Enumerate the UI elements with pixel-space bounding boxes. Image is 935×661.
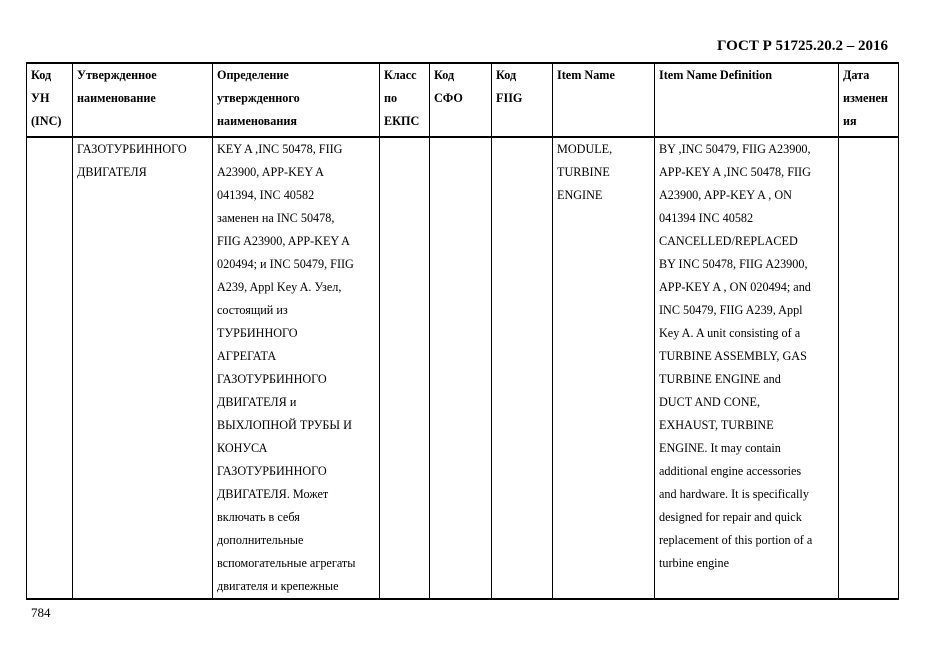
table-header-row [27,63,899,137]
text-line: Определение [217,68,289,82]
page-number: 784 [31,605,51,620]
text-line: ДВИГАТЕЛЯ. Может [217,487,329,501]
text-line: FIIG [496,91,523,105]
text-line: KEY A ,INC 50478, FIIG [217,142,343,156]
cell-fiig-code [492,137,553,599]
cell-item-name-definition [655,137,839,599]
text-line: Item Name Definition [659,68,773,82]
text-line: Item Name [557,68,615,82]
text-line: состоящий из [217,303,288,317]
text-line: Утвержденное [77,68,157,82]
text-line: Дата [843,68,870,82]
text-line: ВЫХЛОПНОЙ ТРУБЫ И [217,418,352,432]
text-line: TURBINE ASSEMBLY, GAS [659,349,807,363]
header-item-name [553,63,655,137]
text-line: designed for repair and quick [659,510,802,524]
text-line: ГАЗОТУРБИННОГО [77,142,187,156]
text-line: (INC) [31,114,62,128]
text-line: A239, Appl Key A. Узел, [217,280,342,294]
text-line: BY ,INC 50479, FIIG A23900, [659,142,811,156]
text-line: ДВИГАТЕЛЯ [77,165,147,179]
header-change-date [839,63,899,137]
text-line: наименования [217,114,297,128]
text-line: КОНУСА [217,441,268,455]
cell-approved-name [73,137,213,599]
text-line: CANCELLED/REPLACED [659,234,798,248]
text-line: Класс [384,68,417,82]
text-line: наименование [77,91,156,105]
text-line: A23900, APP-KEY A , ON [659,188,792,202]
header-inc-code [27,63,73,137]
text-line: Код [434,68,455,82]
text-line: replacement of this portion of a [659,533,813,547]
text-line: ГАЗОТУРБИННОГО [217,372,327,386]
text-line: УН [31,91,50,105]
text-line: включать в себя [217,510,300,524]
text-line: EXHAUST, TURBINE [659,418,774,432]
text-line: вспомогательные агрегаты [217,556,356,570]
text-line: Код [496,68,517,82]
text-line: MODULE, [557,142,613,156]
cell-ekps-class [380,137,430,599]
text-line: TURBINE [557,165,610,179]
table-row [27,137,899,599]
text-line: additional engine accessories [659,464,802,478]
text-line: ТУРБИННОГО [217,326,298,340]
header-fiig-code [492,63,553,137]
cell-item-name [553,137,655,599]
text-line: FIIG A23900, APP-KEY A [217,234,350,248]
text-line: 020494; и INC 50479, FIIG [217,257,354,271]
text-line: ENGINE. It may contain [659,441,781,455]
header-ekps-class [380,63,430,137]
text-line: СФО [434,91,463,105]
text-line: утвержденного [217,91,300,105]
cell-sfo-code [430,137,492,599]
text-line: APP-KEY A , ON 020494; and [659,280,811,294]
text-line: двигателя и крепежные [217,579,339,593]
cell-inc-code [27,137,73,599]
text-line: 041394 INC 40582 [659,211,754,225]
text-line: дополнительные [217,533,304,547]
header-name-definition [213,63,380,137]
text-line: ДВИГАТЕЛЯ и [217,395,297,409]
text-line: АГРЕГАТА [217,349,277,363]
text-line: Код [31,68,52,82]
text-line: ГАЗОТУРБИННОГО [217,464,327,478]
cell-change-date [839,137,899,599]
header-approved-name [73,63,213,137]
text-line: Key A. A unit consisting of a [659,326,801,340]
text-line: BY INC 50478, FIIG A23900, [659,257,808,271]
text-line: APP-KEY A ,INC 50478, FIIG [659,165,811,179]
text-line: INC 50479, FIIG A239, Appl [659,303,803,317]
text-line: and hardware. It is specifically [659,487,809,501]
text-line: 041394, INC 40582 [217,188,315,202]
text-line: ЕКПС [384,114,420,128]
text-line: ия [843,114,857,128]
text-line: TURBINE ENGINE and [659,372,781,386]
text-line: DUCT AND CONE, [659,395,761,409]
cell-name-definition [213,137,380,599]
header-sfo-code [430,63,492,137]
document-header: ГОСТ Р 51725.20.2 – 2016 [716,38,888,54]
text-line: ENGINE [557,188,603,202]
text-line: turbine engine [659,556,730,570]
text-line: A23900, APP-KEY A [217,165,324,179]
text-line: изменен [843,91,888,105]
text-line: по [384,91,398,105]
header-item-name-definition [655,63,839,137]
nomenclature-table [26,62,899,600]
text-line: заменен на INC 50478, [217,211,335,225]
